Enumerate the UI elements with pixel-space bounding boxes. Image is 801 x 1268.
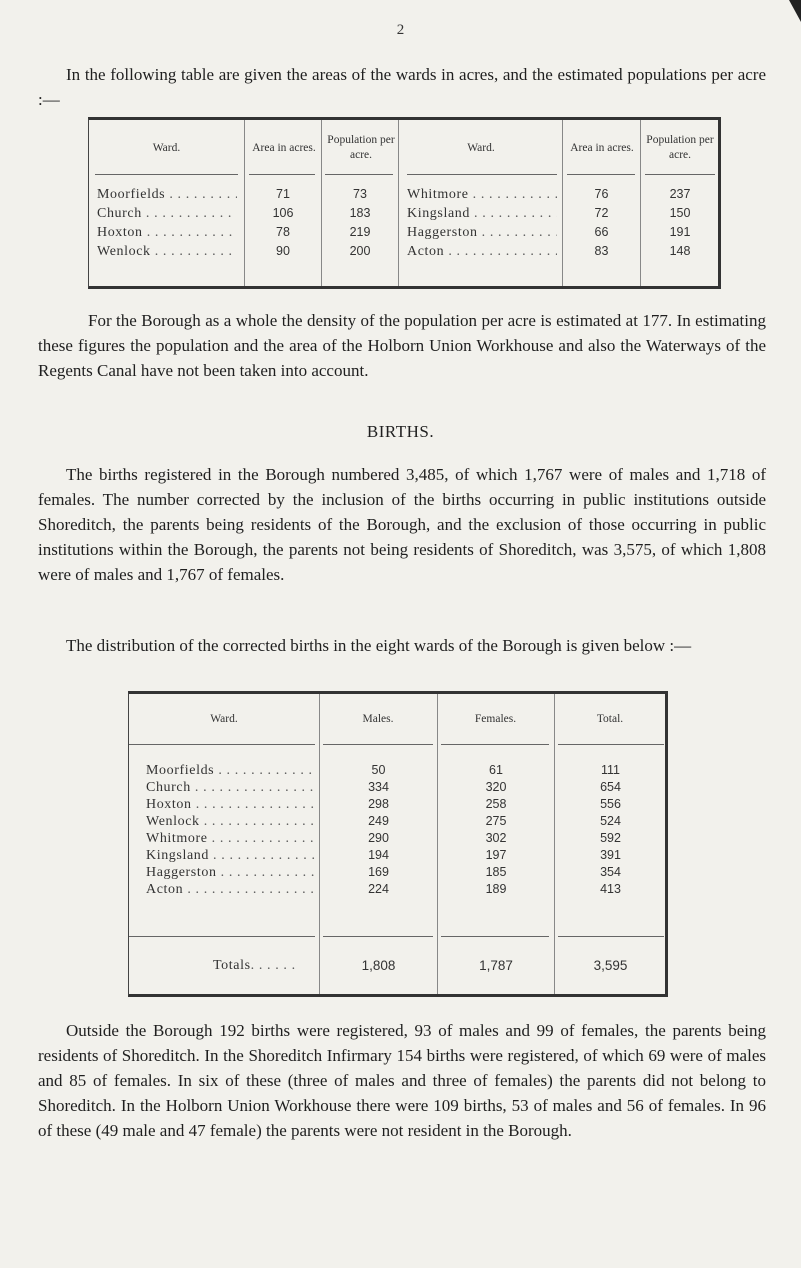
population-value: 219 (349, 225, 371, 239)
males-value: 334 (368, 780, 389, 794)
births-heading: BIRTHS. (366, 422, 435, 441)
totals-rule (323, 936, 433, 937)
totals-males: 1,808 (361, 958, 396, 973)
total-value: 354 (600, 865, 621, 879)
area-value: 71 (276, 187, 290, 201)
ward-name: Moorfields . . . (97, 185, 237, 204)
outside-borough-paragraph: Outside the Borough 192 births were registered, 93 of males and 99 of females, the parents being residents of Shoreditch. In the Shoreditch Infirmary 154 births were registered, of which 69 were of males and 85 of females. In six of these (three of males and three of females) the parents did not belong to Shoreditch. In the Holborn Union Workhouse there were 109 births, 53 of males and 56 of females. In 96 of these (49 male and 47 female) the parents were not resident in the Borough. (38, 1021, 766, 1140)
population-value: 200 (349, 244, 371, 258)
males-value: 224 (368, 882, 389, 896)
ward-name: Acton . . . (146, 881, 316, 898)
population-value: 183 (349, 206, 371, 220)
header-area-right: Area in acres. (570, 141, 634, 154)
area-value: 66 (594, 225, 609, 239)
header-rule (325, 174, 393, 175)
header-females: Females. (474, 713, 517, 725)
ward-name: Whitmore . . . (146, 830, 316, 847)
population-value: 191 (669, 225, 691, 239)
ward-name: Church . . . (146, 779, 316, 796)
header-ward-right: Ward. (467, 141, 495, 154)
header-rule (645, 174, 715, 175)
header-rule (407, 174, 557, 175)
header-rule (249, 174, 315, 175)
population-value: 148 (669, 244, 691, 258)
area-value: 76 (594, 187, 609, 201)
header-rule (95, 174, 238, 175)
females-value: 275 (485, 814, 507, 828)
intro-paragraph: In the following table are given the areas of the wards in acres, and the estimated populations per acre :— (38, 65, 766, 109)
females-value: 61 (489, 763, 503, 777)
header-population-left: Population per acre. (327, 134, 395, 161)
males-value: 50 (371, 763, 386, 777)
ward-name: Hoxton . . . (97, 223, 237, 242)
header-area-left: Area in acres. (252, 141, 316, 154)
header-rule (558, 744, 664, 745)
page-corner-mark (789, 0, 801, 22)
males-value: 169 (368, 865, 389, 879)
females-value: 189 (485, 882, 507, 896)
totals-rule (441, 936, 549, 937)
births-by-ward-table (128, 691, 668, 997)
header-rule (323, 744, 433, 745)
ward-name: Wenlock . . . (146, 813, 316, 830)
females-value: 185 (485, 865, 507, 879)
ward-name: Kingsland . . . (146, 847, 316, 864)
total-value: 654 (600, 780, 621, 794)
ward-density-table (88, 117, 721, 289)
ward-name: Kingsland . . . (407, 204, 557, 223)
area-value: 78 (276, 225, 290, 239)
ward-name: Whitmore . . . (407, 185, 557, 204)
totals-females: 1,787 (479, 958, 513, 973)
header-total: Total. (596, 713, 624, 725)
ward-name: Haggerston . . . (407, 223, 557, 242)
total-value: 524 (600, 814, 621, 828)
header-ward: Ward. (210, 713, 238, 725)
column-divider (398, 120, 399, 286)
population-value: 150 (669, 206, 691, 220)
total-value: 391 (600, 848, 621, 862)
area-value: 72 (594, 206, 609, 220)
births-paragraph: The births registered in the Borough numbered 3,485, of which 1,767 were of males and 1,718 of females. The number corrected by the inclusion of the births occurring in public institutions outside Shoreditch, the parents being residents of the Borough, and the exclusion of those occurring in public institutions within the Borough, the parents not being residents of Shoreditch, was 3,575, of which 1,808 were of males and 1,767 of females. (38, 465, 766, 584)
population-value: 73 (353, 187, 367, 201)
header-rule (567, 174, 635, 175)
area-value: 90 (276, 244, 290, 258)
totals-total: 3,595 (593, 958, 628, 973)
ward-name: Wenlock . . . (97, 242, 237, 261)
females-value: 197 (485, 848, 507, 862)
population-value: 237 (669, 187, 691, 201)
total-value: 556 (600, 797, 621, 811)
ward-name: Acton . . . (407, 242, 557, 261)
males-value: 249 (368, 814, 389, 828)
header-ward-left: Ward. (152, 141, 181, 154)
total-value: 413 (600, 882, 621, 896)
totals-label: Totals. . . . . . (213, 958, 296, 973)
males-value: 298 (368, 797, 389, 811)
ward-name: Moorfields . . . (146, 762, 316, 779)
females-value: 302 (485, 831, 507, 845)
header-rule (129, 744, 315, 745)
header-males: Males. (362, 713, 394, 725)
total-value: 111 (600, 763, 620, 777)
ward-name: Hoxton . . . (146, 796, 316, 813)
area-value: 106 (272, 206, 294, 220)
header-population-right: Population per acre. (646, 134, 714, 161)
header-rule (441, 744, 549, 745)
density-paragraph: For the Borough as a whole the density of the population per acre is estimated at 177. In estimating these figures the population and the area of the Holborn Union Workhouse and also the Waterways of the Regents Canal have not been taken into account. (38, 311, 766, 380)
totals-rule (129, 936, 315, 937)
distribution-intro: The distribution of the corrected births in the eight wards of the Borough is given below :— (66, 636, 692, 655)
males-value: 290 (368, 831, 389, 845)
total-value: 592 (600, 831, 621, 845)
males-value: 194 (368, 848, 389, 862)
totals-rule (558, 936, 664, 937)
ward-name: Haggerston . . . (146, 864, 316, 881)
ward-name: Church . . . (97, 204, 237, 223)
page-number: 2 (396, 22, 405, 38)
females-value: 258 (485, 797, 507, 811)
area-value: 83 (594, 244, 609, 258)
females-value: 320 (485, 780, 507, 794)
